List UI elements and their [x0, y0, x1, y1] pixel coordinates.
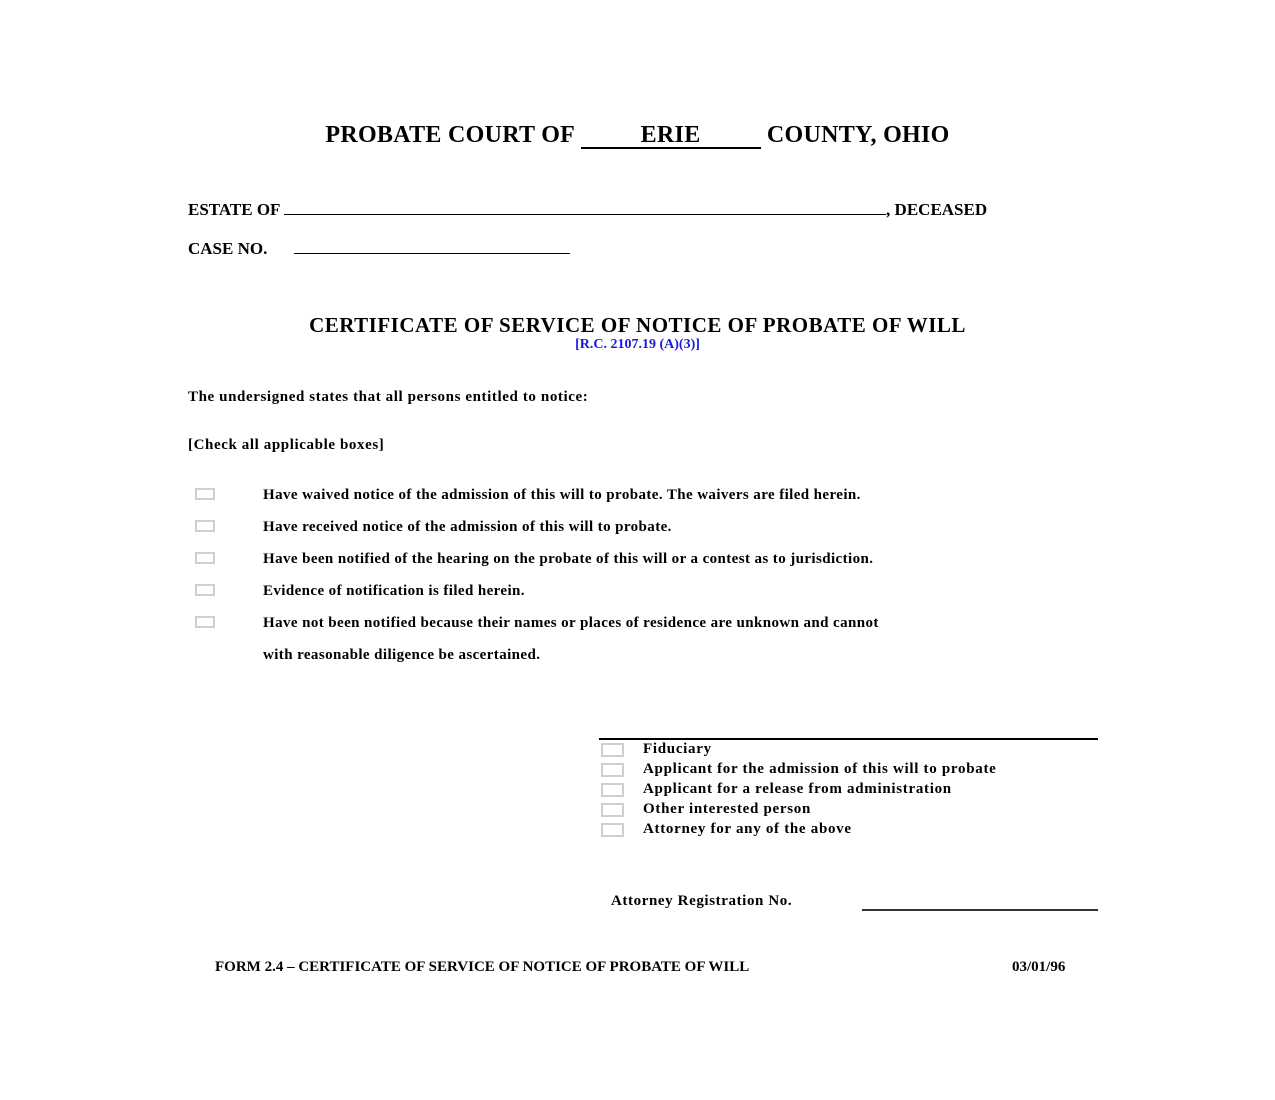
- attorney-registration-field[interactable]: [862, 909, 1098, 911]
- option-label: Have not been notified because their names or places of residence are unknown and cannot: [263, 615, 879, 631]
- role-applicant-admission[interactable]: [601, 761, 997, 777]
- role-label: Other interested person: [643, 801, 812, 817]
- role-applicant-release[interactable]: [601, 781, 952, 797]
- case-number-field[interactable]: [294, 237, 570, 254]
- notice-option-received[interactable]: [195, 518, 672, 535]
- option-label: Have been notified of the hearing on the probate of this will or a contest as to jurisdiction.: [263, 551, 874, 567]
- form-footer: FORM 2.4 – CERTIFICATE OF SERVICE OF NOTICE OF PROBATE OF WILL: [215, 959, 750, 975]
- court-heading-suffix: COUNTY, OHIO: [766, 122, 950, 148]
- intro-statement: The undersigned states that all persons entitled to notice:: [188, 389, 589, 405]
- checkbox[interactable]: [195, 520, 215, 532]
- role-attorney[interactable]: [601, 821, 852, 837]
- estate-label: ESTATE OF: [188, 200, 280, 219]
- role-label: Fiduciary: [643, 741, 712, 757]
- notice-option-evidence-filed[interactable]: [195, 582, 525, 599]
- signature-line[interactable]: [599, 738, 1098, 740]
- role-label: Applicant for a release from administration: [643, 781, 952, 797]
- checkbox[interactable]: [195, 584, 215, 596]
- notice-option-notified-hearing[interactable]: [195, 550, 874, 567]
- document-title: CERTIFICATE OF SERVICE OF NOTICE OF PROBATE OF WILL: [309, 313, 966, 337]
- notice-option-not-notified[interactable]: [195, 614, 879, 663]
- checkbox[interactable]: [601, 763, 624, 777]
- statute-reference: [R.C. 2107.19 (A)(3)]: [575, 337, 700, 352]
- checkbox[interactable]: [601, 783, 624, 797]
- case-number-row: [188, 237, 570, 259]
- option-label-continued: with reasonable diligence be ascertained.: [263, 647, 541, 663]
- checkbox[interactable]: [601, 803, 624, 817]
- estate-name-field[interactable]: [284, 198, 886, 215]
- role-label: Applicant for the admission of this will to probate: [643, 761, 997, 777]
- checkbox[interactable]: [601, 743, 624, 757]
- checkbox[interactable]: [195, 488, 215, 500]
- role-label: Attorney for any of the above: [643, 821, 852, 837]
- option-label: Have received notice of the admission of this will to probate.: [263, 519, 672, 535]
- court-heading: [0, 122, 1275, 149]
- option-label: Have waived notice of the admission of this will to probate. The waivers are filed herein.: [263, 487, 861, 503]
- court-heading-prefix: PROBATE COURT OF: [325, 122, 575, 148]
- option-label: Evidence of notification is filed herein.: [263, 583, 525, 599]
- case-number-label: CASE NO.: [188, 239, 268, 258]
- deceased-label: , DECEASED: [886, 200, 988, 219]
- form-date: 03/01/96: [1012, 959, 1066, 975]
- checkbox[interactable]: [601, 823, 624, 837]
- checkbox[interactable]: [195, 616, 215, 628]
- county-field[interactable]: ERIE: [581, 123, 761, 149]
- attorney-registration-label: Attorney Registration No.: [611, 893, 793, 909]
- checkbox[interactable]: [195, 552, 215, 564]
- notice-option-waived[interactable]: [195, 486, 861, 503]
- check-instruction: [Check all applicable boxes]: [188, 437, 385, 453]
- role-other-interested[interactable]: [601, 801, 812, 817]
- role-fiduciary[interactable]: [601, 741, 712, 757]
- estate-row: [188, 198, 987, 220]
